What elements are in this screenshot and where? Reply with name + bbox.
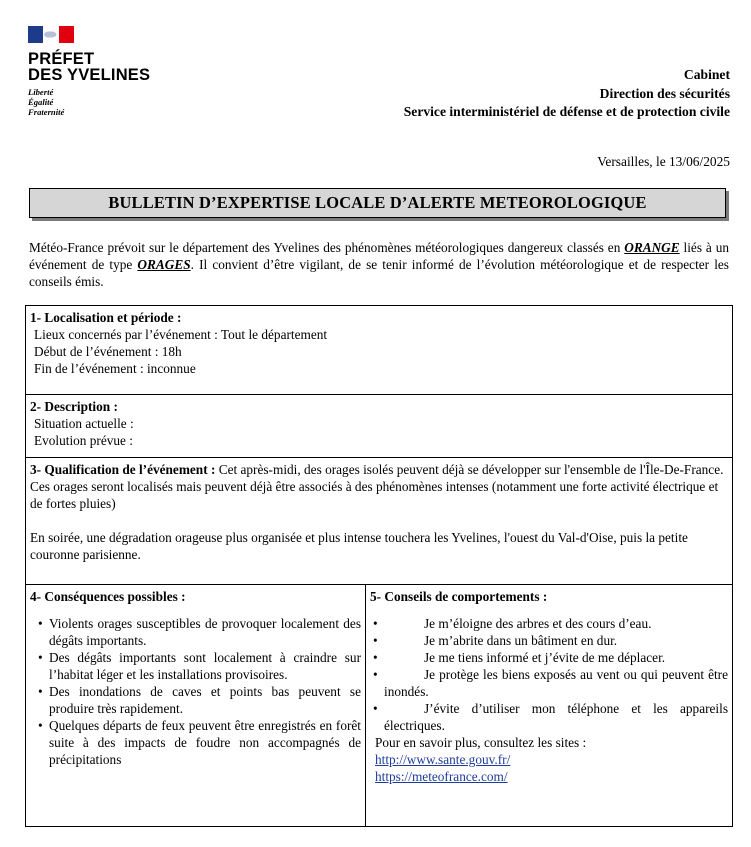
advice-item bbox=[370, 649, 728, 666]
advice-text: Je m’abrite dans un bâtiment en dur. bbox=[424, 633, 618, 648]
prefecture-name-line1: PRÉFET bbox=[28, 50, 95, 68]
section2-line-situation: Situation actuelle : bbox=[34, 416, 134, 431]
section-consequences bbox=[26, 585, 366, 827]
section1-heading: 1- Localisation et période : bbox=[30, 310, 182, 325]
bulletin-table bbox=[25, 305, 733, 827]
more-info-text: Pour en savoir plus, consultez les sites : bbox=[375, 735, 587, 750]
advice-text: Je me tiens informé et j’évite de me déplacer. bbox=[424, 650, 666, 665]
advice-text: Je protège les biens exposés au vent ou qui peuvent être inondés. bbox=[384, 667, 728, 699]
prefecture-name bbox=[28, 51, 188, 83]
alert-type: ORAGES bbox=[137, 257, 191, 272]
consequence-item: • Des dégâts importants sont localement à craindre sur l’habitat léger et les installations provisoires. bbox=[30, 649, 361, 683]
header-service: Service interministériel de défense et de protection civile bbox=[403, 104, 730, 119]
advice-text: J’évite d’utiliser mon téléphone et les appareils électriques. bbox=[384, 701, 728, 733]
advice-item bbox=[370, 666, 728, 700]
advice-list bbox=[370, 615, 728, 734]
prefecture-logo bbox=[28, 26, 188, 117]
section1-line-fin: Fin de l’événement : inconnue bbox=[34, 361, 196, 376]
section-description bbox=[26, 395, 733, 458]
advice-text: Je m’éloigne des arbres et des cours d’eau. bbox=[424, 616, 652, 631]
consequences-list bbox=[30, 615, 361, 768]
advice-item bbox=[370, 615, 728, 632]
advice-item bbox=[370, 700, 728, 734]
section2-line-evolution: Evolution prévue : bbox=[34, 433, 133, 448]
issue-date: Versailles, le 13/06/2025 bbox=[597, 154, 730, 169]
section-conseils bbox=[366, 585, 733, 827]
service-header bbox=[404, 66, 730, 122]
intro-paragraph bbox=[29, 239, 729, 290]
bulletin-title: BULLETIN D’EXPERTISE LOCALE D’ALERTE METEOROLOGIQUE bbox=[108, 193, 647, 212]
republic-motto bbox=[28, 87, 188, 117]
intro-text-3: . Il convient d’être vigilant, de se tenir informé de l’évolution météorologique et de respecter les conseils émis. bbox=[29, 257, 729, 289]
section3-text-2: En soirée, une dégradation orageuse plus organisée et plus intense touchera les Yvelines, l'ouest du Val-d'Oise, puis la petite couronne parisienne. bbox=[30, 530, 688, 562]
link-sante-gouv[interactable]: http://www.sante.gouv.fr/ bbox=[375, 752, 511, 767]
prefecture-name-line2: DES YVELINES bbox=[28, 66, 151, 84]
header-cabinet: Cabinet bbox=[683, 67, 730, 82]
consequence-item: • Des inondations de caves et points bas peuvent se produire très rapidement. bbox=[30, 683, 361, 717]
motto-liberte: Liberté bbox=[28, 87, 54, 97]
motto-egalite: Égalité bbox=[28, 97, 54, 107]
section4-heading: 4- Conséquences possibles : bbox=[30, 589, 186, 604]
section1-line-debut: Début de l’événement : 18h bbox=[34, 344, 182, 359]
section3-text-1: Cet après-midi, des orages isolés peuvent déjà se développer sur l'ensemble de l'Île-De-France. Ces orages seront localisés mais peuvent déjà être associés à des phénomènes intenses (notamment une forte activité électrique et de fortes pluies) bbox=[30, 462, 724, 511]
bulletin-title-banner bbox=[29, 188, 726, 218]
section3-paragraph-1 bbox=[30, 461, 728, 512]
motto-fraternite: Fraternité bbox=[28, 107, 65, 117]
section5-heading: 5- Conseils de comportements : bbox=[370, 589, 548, 604]
alert-level: ORANGE bbox=[624, 240, 680, 255]
section3-heading: 3- Qualification de l’événement : bbox=[30, 462, 216, 477]
advice-item bbox=[370, 632, 728, 649]
intro-text-2: liés à un événement de type bbox=[29, 240, 729, 272]
section-localisation bbox=[26, 306, 733, 395]
marianne-flag-icon bbox=[28, 26, 74, 43]
consequence-item: • Quelques départs de feux peuvent être enregistrés en forêt suite à des impacts de foudre non accompagnés de précipitations bbox=[30, 717, 361, 768]
header-direction: Direction des sécurités bbox=[599, 85, 730, 101]
link-meteofrance[interactable]: https://meteofrance.com/ bbox=[375, 769, 508, 784]
consequence-item: • Violents orages susceptibles de provoquer localement des dégâts importants. bbox=[30, 615, 361, 649]
section1-line-lieux: Lieux concernés par l’événement : Tout le département bbox=[34, 327, 328, 342]
section2-heading: 2- Description : bbox=[30, 399, 118, 414]
section-qualification bbox=[26, 458, 733, 585]
intro-text-1: Météo-France prévoit sur le département des Yvelines des phénomènes météorologiques dangereux classés en bbox=[29, 240, 625, 255]
